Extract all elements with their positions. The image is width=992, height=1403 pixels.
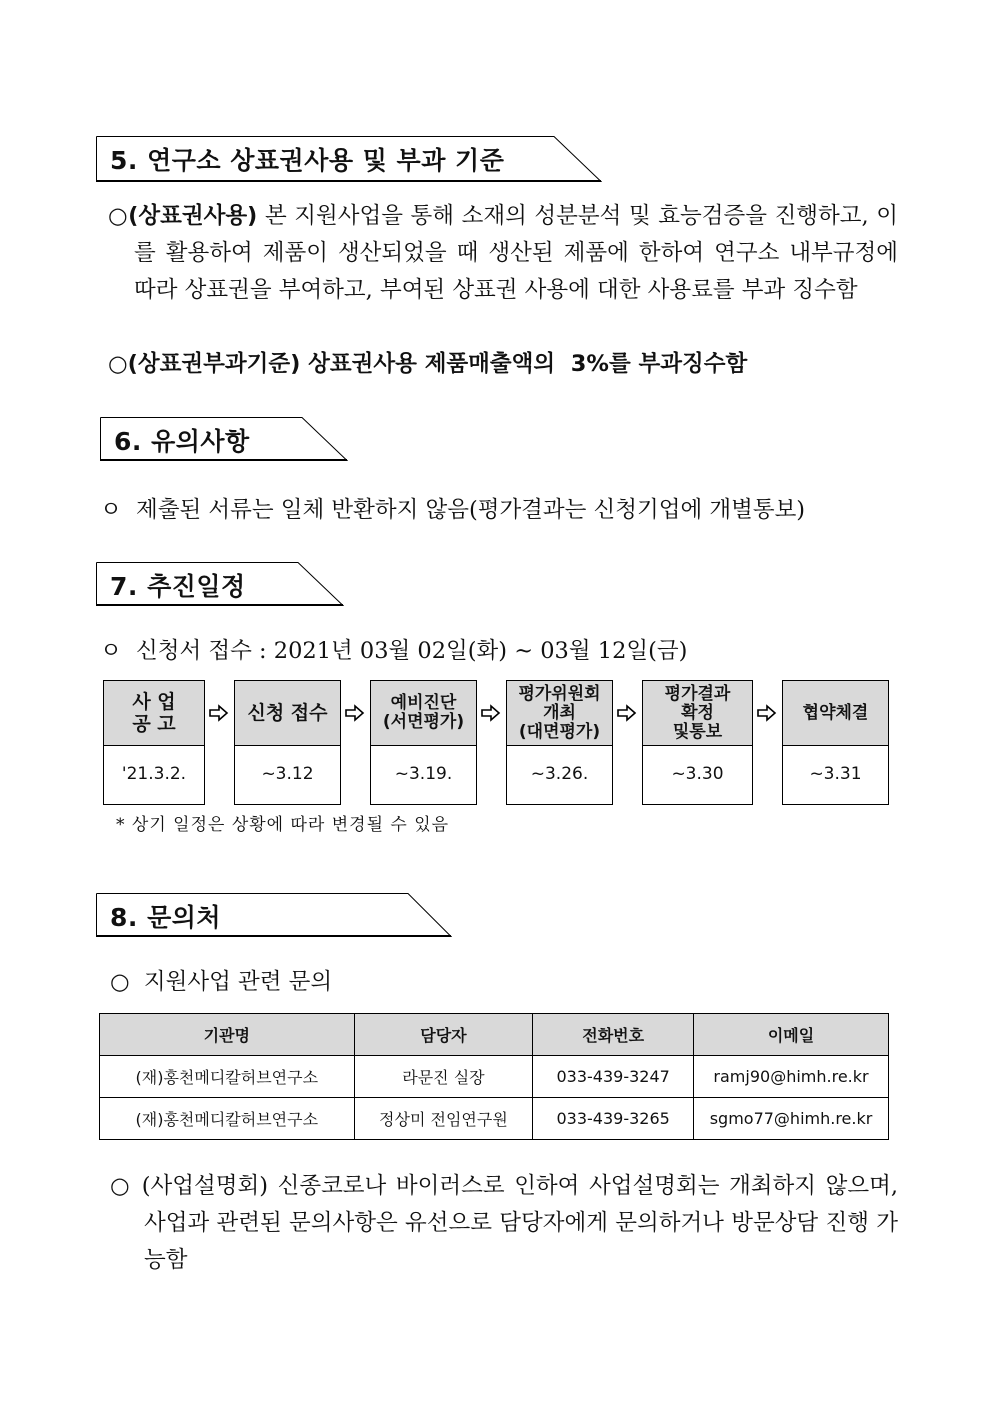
col-header-org: 기관명 bbox=[100, 1014, 355, 1056]
cell-org: (재)홍천메디칼허브연구소 bbox=[100, 1098, 355, 1140]
schedule-step bbox=[782, 680, 889, 805]
table-row bbox=[100, 1098, 889, 1140]
section-6-header bbox=[100, 417, 348, 459]
bullet: ○ bbox=[108, 203, 129, 229]
section-6-title: 6. 유의사항 bbox=[114, 427, 250, 456]
step-date: ~3.30 bbox=[671, 764, 724, 784]
cell-manager: 라문진 실장 bbox=[354, 1056, 533, 1098]
step-label: 예비진단 (서면평가) bbox=[371, 681, 476, 746]
s5-item-usage-label: (상표권사용) bbox=[128, 203, 258, 229]
cell-org: (재)홍천메디칼허브연구소 bbox=[100, 1056, 355, 1098]
cell-email: sgmo77@himh.re.kr bbox=[694, 1098, 889, 1140]
s8-item: ○ 지원사업 관련 문의 bbox=[110, 969, 333, 995]
step-date: ~3.26. bbox=[530, 764, 589, 784]
s8-item-briefing-text: (사업설명회) 신종코로나 바이러스로 인하여 사업설명회는 개최하지 않으며, 사업과 관련된 문의사항은 유선으로 담당자에게 문의하거나 방문상담 진행 가능함 bbox=[132, 1173, 898, 1273]
step-label: 평가결과 확정 및통보 bbox=[643, 681, 752, 746]
section-5-header bbox=[96, 136, 602, 178]
arrow-right-icon bbox=[208, 702, 230, 724]
contacts-table bbox=[99, 1013, 889, 1140]
step-date: '21.3.2. bbox=[121, 764, 187, 784]
section-8-header bbox=[96, 893, 452, 935]
cell-manager: 정상미 전임연구원 bbox=[354, 1098, 533, 1140]
cell-email: ramj90@himh.re.kr bbox=[694, 1056, 889, 1098]
arrow-right-icon bbox=[344, 702, 366, 724]
s5-item-usage-text: 본 지원사업을 통해 소재의 성분분석 및 효능검증을 진행하고, 이를 활용하여 제품이 생산되었을 때 생산된 제품에 한하여 연구소 내부규정에 따라 상표권을 부여하고, 부여된 상표권 사용에 대한 사용료를 부과 징수함 bbox=[134, 203, 898, 303]
step-label: 신청 접수 bbox=[235, 681, 340, 746]
step-date: ~3.31 bbox=[809, 764, 862, 784]
schedule-note: * 상기 일정은 상황에 따라 변경될 수 있음 bbox=[116, 815, 450, 835]
schedule-step bbox=[234, 680, 341, 805]
section-8-title: 8. 문의처 bbox=[110, 903, 222, 932]
step-date: ~3.12 bbox=[261, 764, 314, 784]
s5-item-usage bbox=[108, 198, 898, 309]
table-row bbox=[100, 1056, 889, 1098]
step-label: 사 업 공 고 bbox=[104, 681, 204, 746]
bullet: ○ bbox=[108, 351, 128, 377]
s5-item-fee-text: (상표권부과기준) 상표권사용 제품매출액의 3%를 부과징수함 bbox=[127, 351, 748, 377]
col-header-phone: 전화번호 bbox=[533, 1014, 694, 1056]
section-5-title: 5. 연구소 상표권사용 및 부과 기준 bbox=[110, 146, 505, 175]
schedule-step bbox=[103, 680, 205, 805]
s5-item-fee bbox=[108, 346, 747, 383]
s7-item: ㅇ 신청서 접수 : 2021년 03월 02일(화) ~ 03월 12일(금) bbox=[100, 638, 688, 664]
col-header-email: 이메일 bbox=[694, 1014, 889, 1056]
cell-phone: 033-439-3265 bbox=[533, 1098, 694, 1140]
step-date: ~3.19. bbox=[394, 764, 453, 784]
step-label: 협약체결 bbox=[783, 681, 888, 746]
col-header-manager: 담당자 bbox=[354, 1014, 533, 1056]
section-7-header bbox=[96, 562, 344, 604]
schedule-step bbox=[642, 680, 753, 805]
cell-phone: 033-439-3247 bbox=[533, 1056, 694, 1098]
section-7-title: 7. 추진일정 bbox=[110, 572, 246, 601]
arrow-right-icon bbox=[616, 702, 638, 724]
s6-item: ㅇ 제출된 서류는 일체 반환하지 않음(평가결과는 신청기업에 개별통보) bbox=[100, 497, 806, 523]
schedule-step bbox=[506, 680, 613, 805]
table-header-row bbox=[100, 1014, 889, 1056]
s8-item-briefing bbox=[110, 1168, 898, 1279]
arrow-right-icon bbox=[480, 702, 502, 724]
schedule-step bbox=[370, 680, 477, 805]
arrow-right-icon bbox=[756, 702, 778, 724]
step-label: 평가위원회 개최 (대면평가) bbox=[507, 681, 612, 746]
bullet: ○ bbox=[110, 1173, 133, 1199]
